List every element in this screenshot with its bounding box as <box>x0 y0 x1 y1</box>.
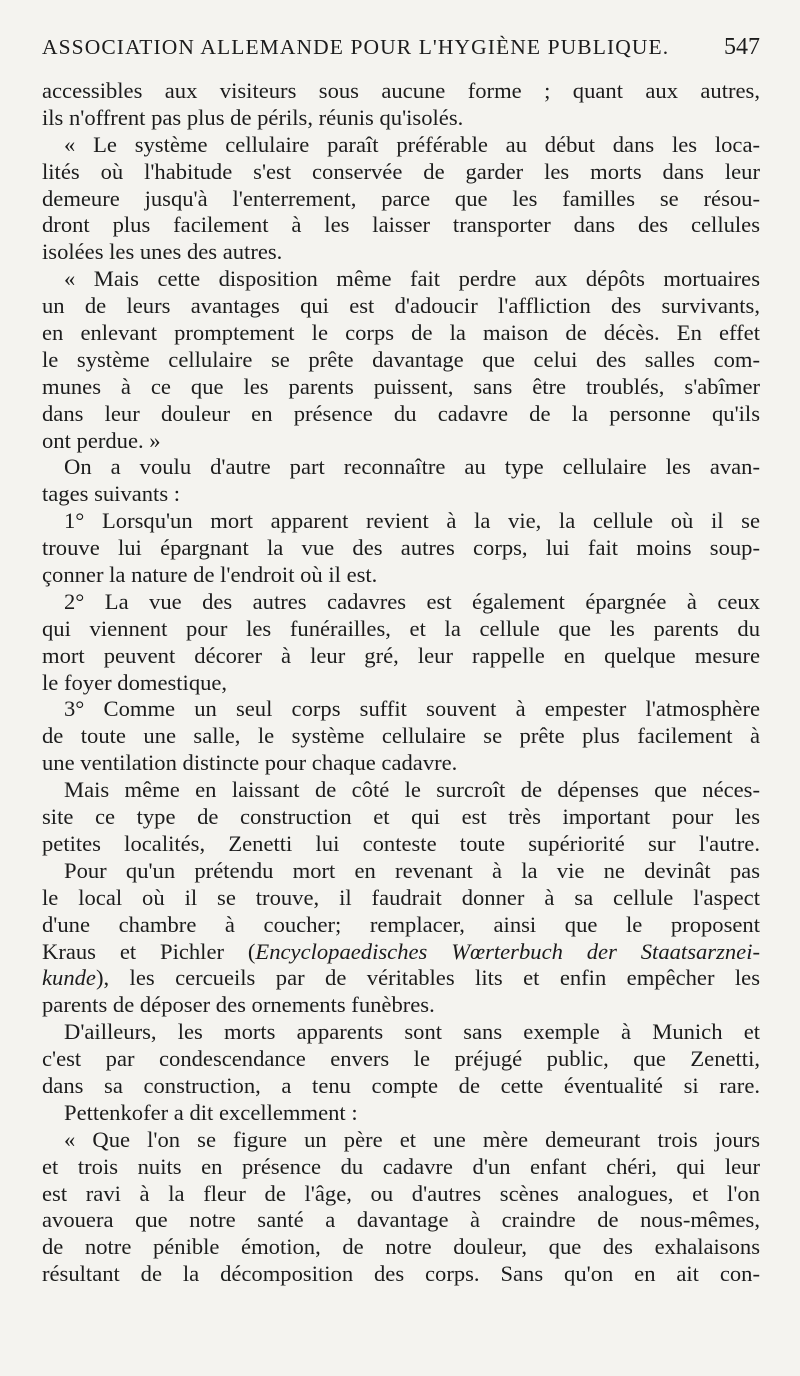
line-text: résultant de la décomposition des corps. Sans qu'on en ait con- <box>42 1261 760 1287</box>
line-text: 3° Comme un seul corps suffit souvent à empester l'atmosphère <box>64 696 760 722</box>
line-text: Pour qu'un prétendu mort en revenant à la vie ne devinât pas <box>64 857 760 883</box>
line-text: çonner la nature de l'endroit où il est. <box>42 562 378 588</box>
text-line <box>42 159 760 186</box>
text-line <box>42 1046 760 1073</box>
text-line <box>42 374 760 401</box>
text-line <box>42 347 760 374</box>
italic-text: kunde <box>42 965 96 991</box>
line-text: de toute une salle, le système cellulaire se prête plus facilement à <box>42 723 760 749</box>
text-line <box>42 293 760 320</box>
line-text: 1° Lorsqu'un mort apparent revient à la vie, la cellule où il se <box>64 508 760 534</box>
line-text: petites localités, Zenetti lui conteste toute supériorité sur l'autre. <box>42 830 760 856</box>
text-line <box>42 885 760 912</box>
line-text: tages suivants : <box>42 481 181 507</box>
line-text: qui viennent pour les funérailles, et la cellule que les parents du <box>42 615 760 641</box>
line-text: un de leurs avantages qui est d'adoucir l'affliction des survivants, <box>42 293 760 319</box>
text-line <box>42 589 760 616</box>
text-line <box>42 428 760 455</box>
text-line <box>42 1261 760 1288</box>
line-text: le local où il se trouve, il faudrait donner à sa cellule l'aspect <box>42 884 760 910</box>
line-text: « Mais cette disposition même fait perdre aux dépôts mortuaires <box>64 266 760 292</box>
line-text: « Le système cellulaire paraît préférable au début dans les loca- <box>64 131 760 157</box>
page-number: 547 <box>724 34 760 60</box>
text-line <box>42 562 760 589</box>
running-head <box>42 34 760 76</box>
text-line <box>42 132 760 159</box>
line-text: dront plus facilement à les laisser transporter dans des cellules <box>42 212 760 238</box>
text-line <box>42 670 760 697</box>
text-line <box>42 1019 760 1046</box>
text-line <box>42 78 760 105</box>
text-line <box>42 858 760 885</box>
italic-text: Encyclopaedisches Wœrterbuch der Staatsarznei- <box>255 938 760 964</box>
text-line <box>42 616 760 643</box>
line-text: On a voulu d'autre part reconnaître au type cellulaire les avan- <box>64 454 760 480</box>
line-text: d'une chambre à coucher; remplacer, ainsi que le proposent <box>42 911 760 937</box>
line-text: dans leur douleur en présence du cadavre de la personne qu'ils <box>42 400 760 426</box>
line-text: avouera que notre santé a davantage à craindre de nous-mêmes, <box>42 1207 760 1233</box>
line-text: c'est par condescendance envers le préjugé public, que Zenetti, <box>42 1046 760 1072</box>
line-text: Kraus et Pichler ( <box>42 938 256 964</box>
text-line <box>42 105 760 132</box>
text-line <box>42 186 760 213</box>
line-text: le système cellulaire se prête davantage que celui des salles com- <box>42 346 760 372</box>
text-line <box>42 992 760 1019</box>
text-line <box>42 643 760 670</box>
text-line <box>42 508 760 535</box>
line-text: demeure jusqu'à l'enterrement, parce que les familles se résou- <box>42 185 760 211</box>
text-line <box>42 1154 760 1181</box>
text-line <box>42 804 760 831</box>
text-line <box>42 1127 760 1154</box>
line-text: ), les cercueils par de véritables lits et enfin empêcher les <box>95 965 760 991</box>
running-head-title: ASSOCIATION ALLEMANDE POUR L'HYGIÈNE PUBLIQUE. <box>42 35 670 59</box>
line-text: en enlevant promptement le corps de la maison de décès. En effet <box>42 320 760 346</box>
line-text: dans sa construction, a tenu compte de cette éventualité si rare. <box>42 1072 760 1098</box>
text-line <box>42 965 760 992</box>
line-text: accessibles aux visiteurs sous aucune forme ; quant aux autres, <box>42 78 760 103</box>
text-line <box>42 831 760 858</box>
text-line <box>42 481 760 508</box>
line-text: de notre pénible émotion, de notre douleur, que des exhalaisons <box>42 1234 760 1260</box>
text-line <box>42 750 760 777</box>
line-text: « Que l'on se figure un père et une mère demeurant trois jours <box>64 1126 760 1152</box>
text-line <box>42 1234 760 1261</box>
text-line <box>42 212 760 239</box>
line-text: une ventilation distincte pour chaque cadavre. <box>42 750 458 776</box>
text-line <box>42 535 760 562</box>
text-line <box>42 266 760 293</box>
line-text: trouve lui épargnant la vue des autres corps, lui fait moins soup- <box>42 535 760 561</box>
text-line <box>42 939 760 966</box>
line-text: D'ailleurs, les morts apparents sont sans exemple à Munich et <box>64 1019 760 1045</box>
line-text: et trois nuits en présence du cadavre d'un enfant chéri, qui leur <box>42 1153 760 1179</box>
text-line <box>42 239 760 266</box>
text-line <box>42 320 760 347</box>
line-text: 2° La vue des autres cadavres est également épargnée à ceux <box>64 588 760 614</box>
text-line <box>42 1181 760 1208</box>
text-line <box>42 1207 760 1234</box>
text-line <box>42 401 760 428</box>
line-text: parents de déposer des ornements funèbres. <box>42 992 435 1018</box>
line-text: Pettenkofer a dit excellemment : <box>64 1099 358 1125</box>
text-line <box>42 912 760 939</box>
text-line <box>42 454 760 481</box>
text-line <box>42 1073 760 1100</box>
line-text: ont perdue. » <box>42 427 161 453</box>
line-text: ils n'offrent pas plus de périls, réunis qu'isolés. <box>42 104 464 130</box>
line-text: munes à ce que les parents puissent, sans être troublés, s'abîmer <box>42 373 760 399</box>
text-line <box>42 723 760 750</box>
line-text: lités où l'habitude s'est conservée de garder les morts dans leur <box>42 158 760 184</box>
line-text: Mais même en laissant de côté le surcroît de dépenses que néces- <box>64 777 760 803</box>
line-text: isolées les unes des autres. <box>42 239 283 265</box>
line-text: site ce type de construction et qui est très important pour les <box>42 804 760 830</box>
text-line <box>42 777 760 804</box>
line-text: est ravi à la fleur de l'âge, ou d'autres scènes analogues, et l'on <box>42 1180 760 1206</box>
line-text: le foyer domestique, <box>42 669 228 695</box>
line-text: mort peuvent décorer à leur gré, leur rappelle en quelque mesure <box>42 642 760 668</box>
text-line <box>42 1100 760 1127</box>
body-text <box>42 78 760 1288</box>
text-line <box>42 696 760 723</box>
